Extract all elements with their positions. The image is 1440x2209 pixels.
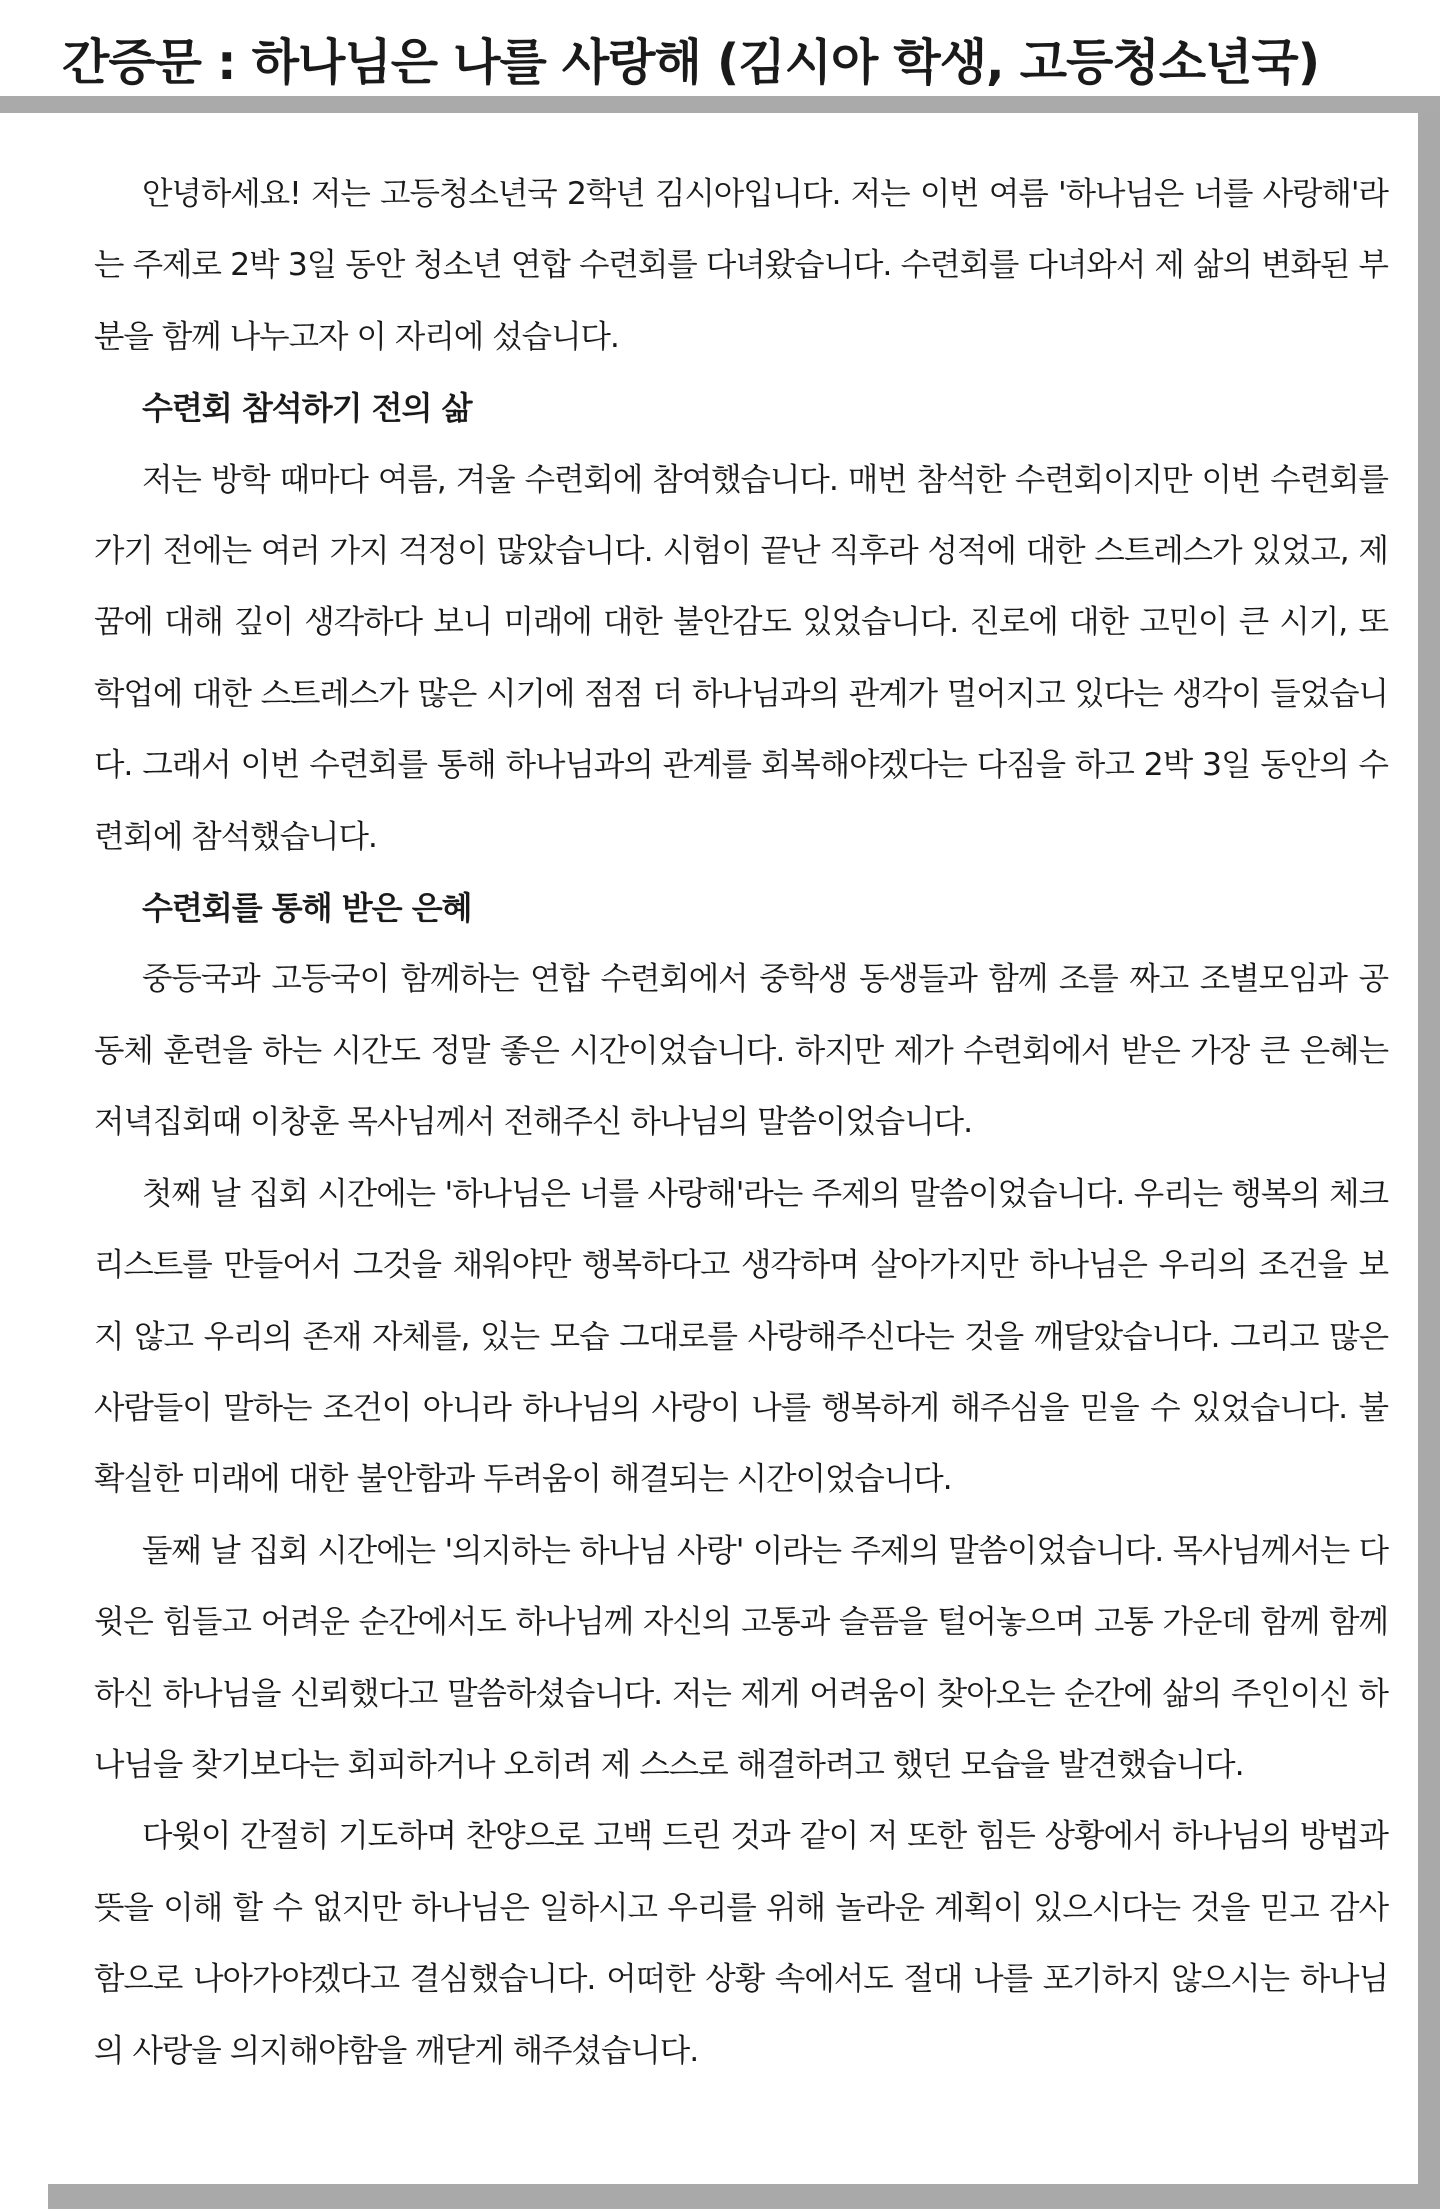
page-title: 간증문 : 하나님은 나를 사랑해 (김시아 학생, 고등청소년국) (62, 34, 1320, 91)
title-bar (0, 0, 1440, 118)
paragraph-joint-retreat: 중등국과 고등국이 함께하는 연합 수련회에서 중학생 동생들과 함께 조를 짜고 조별모임과 공동체 훈련을 하는 시간도 정말 좋은 시간이었습니다. 하지만 제가 수련회에서 받은 가장 큰 은혜는 저녁집회때 이창훈 목사님께서 전해주신 하나님의 말씀이었습니다. (94, 961, 1388, 1141)
section-heading-grace: 수련회를 통해 받은 은혜 (142, 889, 472, 928)
intro-paragraph: 안녕하세요! 저는 고등청소년국 2학년 김시아입니다. 저는 이번 여름 '하나님은 너를 사랑해'라는 주제로 2박 3일 동안 청소년 연합 수련회를 다녀왔습니다. 수련회를 다녀와서 제 삶의 변화된 부분을 함께 나누고자 이 자리에 섰습니다. (94, 176, 1388, 355)
paragraph-before-retreat: 저는 방학 때마다 여름, 겨울 수련회에 참여했습니다. 매번 참석한 수련회이지만 이번 수련회를 가기 전에는 여러 가지 걱정이 많았습니다. 시험이 끝난 직후라 성적에 대한 스트레스가 있었고, 제 꿈에 대해 깊이 생각하다 보니 미래에 대한 불안감도 있었습니다. 진로에 대한 고민이 큰 시기, 또 학업에 대한 스트레스가 많은 시기에 점점 더 하나님과의 관계가 멀어지고 있다는 생각이 들었습니다. 그래서 이번 수련회를 통해 하나님과의 관계를 회복해야겠다는 다짐을 하고 2박 3일 동안의 수련회에 참석했습니다. (94, 461, 1388, 855)
paragraph-second-day: 둘째 날 집회 시간에는 '의지하는 하나님 사랑' 이라는 주제의 말씀이었습니다. 목사님께서는 다윗은 힘들고 어려운 순간에서도 하나님께 자신의 고통과 슬픔을 털어놓으며 고통 가운데 함께 함께하신 하나님을 신뢰했다고 말씀하셨습니다. 저는 제게 어려움이 찾아오는 순간에 삶의 주인이신 하나님을 찾기보다는 회피하거나 오히려 제 스스로 해결하려고 했던 모습을 발견했습니다. (94, 1532, 1388, 1783)
title-underline (0, 96, 1440, 113)
testimony-body (94, 159, 1388, 2087)
content-panel (48, 113, 1418, 2184)
paragraph-resolution: 다윗이 간절히 기도하며 찬양으로 고백 드린 것과 같이 저 또한 힘든 상황에서 하나님의 방법과 뜻을 이해 할 수 없지만 하나님은 일하시고 우리를 위해 놀라운 계획이 있으시다는 것을 믿고 감사함으로 나아가야겠다고 결심했습니다. 어떠한 상황 속에서도 절대 나를 포기하지 않으시는 하나님의 사랑을 의지해야함을 깨닫게 해주셨습니다. (94, 1818, 1388, 2069)
paragraph-first-day: 첫째 날 집회 시간에는 '하나님은 너를 사랑해'라는 주제의 말씀이었습니다. 우리는 행복의 체크리스트를 만들어서 그것을 채워야만 행복하다고 생각하며 살아가지만 하나님은 우리의 조건을 보지 않고 우리의 존재 자체를, 있는 모습 그대로를 사랑해주신다는 것을 깨달았습니다. 그리고 많은 사람들이 말하는 조건이 아니라 하나님의 사랑이 나를 행복하게 해주심을 믿을 수 있었습니다. 불확실한 미래에 대한 불안함과 두려움이 해결되는 시간이었습니다. (94, 1175, 1388, 1498)
section-heading-before-retreat: 수련회 참석하기 전의 삶 (142, 389, 472, 428)
content-frame (48, 113, 1440, 2209)
